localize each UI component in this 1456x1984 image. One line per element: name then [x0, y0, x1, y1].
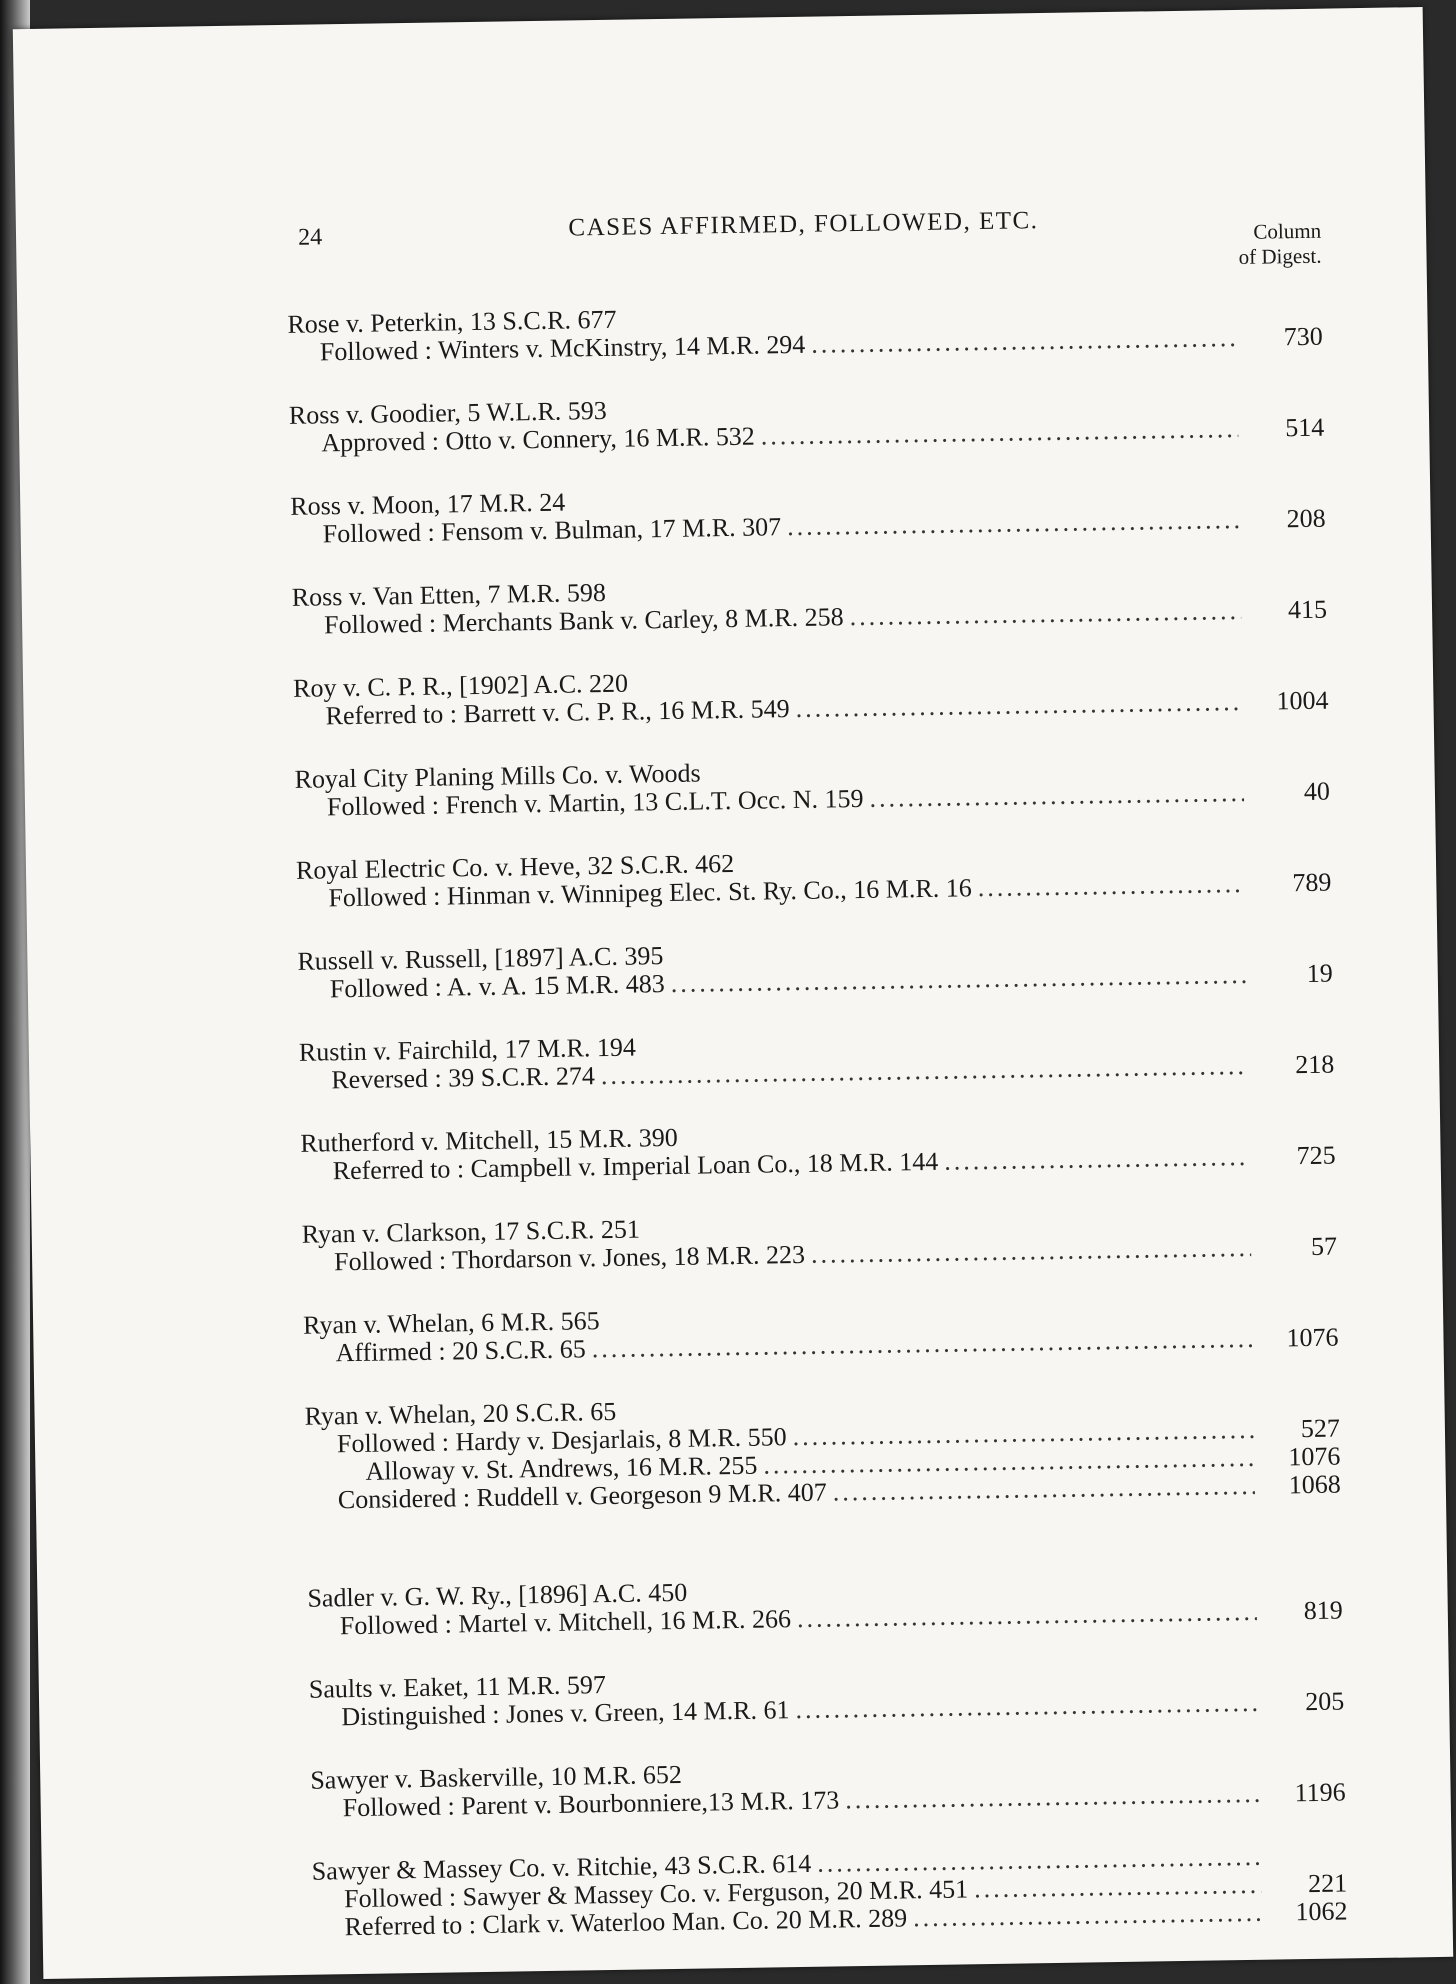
treatment-text: Followed : Martel v. Mitchell, 16 M.R. 266	[339, 1604, 792, 1641]
dot-leader	[787, 506, 1240, 541]
case-citation: Saults v. Eaket, 11 M.R. 597	[308, 1670, 607, 1704]
case-citation: Rose v. Peterkin, 13 S.C.R. 677	[287, 304, 617, 339]
case-citation: Ryan v. Whelan, 6 M.R. 565	[302, 1306, 600, 1340]
treatment-text: Followed : Hinman v. Winnipeg Elec. St. Ry. Co., 16 M.R. 16	[328, 873, 972, 913]
dot-leader	[944, 1143, 1250, 1176]
column-heading	[1238, 219, 1322, 270]
dot-leader	[797, 1598, 1257, 1633]
treatment-text: Alloway v. St. Andrews, 16 M.R. 255	[365, 1450, 758, 1486]
case-citation: Russell v. Russell, [1897] A.C. 395	[297, 941, 664, 976]
digest-column-number: 730	[1283, 321, 1323, 352]
treatment-text: Considered : Ruddell v. Georgeson 9 M.R. 407	[337, 1477, 828, 1515]
digest-column-number: 514	[1284, 412, 1325, 443]
treatment-text: Followed : Winters v. McKinstry, 14 M.R. 294	[319, 329, 806, 367]
dot-leader	[811, 1234, 1251, 1269]
case-entry	[297, 932, 1333, 1004]
case-citation: Roy v. C. P. R., [1902] A.C. 220	[292, 668, 629, 703]
treatment-text: Followed : Sawyer & Massey Co. v. Ferguson, 20 M.R. 451	[343, 1874, 969, 1914]
case-entry	[309, 1659, 1345, 1731]
digest-column-number: 1062	[1295, 1896, 1348, 1927]
treatment-text: Followed : French v. Martin, 13 C.L.T. Occ. N. 159	[326, 783, 864, 822]
treatment-text: Followed : Hardy v. Desjarlais, 8 M.R. 550	[336, 1422, 787, 1459]
treatment-text: Followed : Merchants Bank v. Carley, 8 M.R. 258	[323, 602, 844, 640]
digest-column-number: 725	[1296, 1140, 1336, 1171]
digest-column-number: 819	[1303, 1595, 1343, 1626]
digest-column-number: 218	[1294, 1049, 1335, 1080]
treatment-text: Followed : Thordarson v. Jones, 18 M.R. 223	[333, 1239, 806, 1277]
case-citation: Rustin v. Fairchild, 17 M.R. 194	[298, 1032, 637, 1067]
digest-column-number: 40	[1303, 776, 1331, 807]
dot-leader	[845, 1780, 1260, 1815]
case-entry	[312, 1841, 1348, 1941]
treatment-text: Approved : Otto v. Connery, 16 M.R. 532	[321, 421, 756, 458]
case-entry	[287, 295, 1323, 367]
digest-column-number: 208	[1286, 503, 1326, 534]
treatment-text: Followed : Parent v. Bourbonniere,13 M.R. 173	[342, 1785, 840, 1823]
case-entry	[307, 1569, 1343, 1641]
page-number: 24	[297, 224, 323, 251]
dot-leader	[974, 1871, 1261, 1904]
case-entry	[296, 841, 1332, 913]
treatment-text: Followed : A. v. A. 15 M.R. 483	[329, 969, 665, 1004]
case-entry	[289, 386, 1325, 458]
column-heading-line-2: of Digest.	[1238, 243, 1322, 269]
dot-leader	[869, 779, 1244, 813]
case-citation: Sawyer v. Baskerville, 10 M.R. 652	[310, 1759, 683, 1795]
digest-column-number: 1196	[1294, 1777, 1346, 1808]
case-citation: Royal Electric Co. v. Heve, 32 S.C.R. 462	[295, 848, 735, 885]
digest-column-number: 205	[1304, 1686, 1345, 1717]
digest-column-number: 57	[1310, 1231, 1338, 1261]
case-entry	[290, 477, 1326, 549]
case-citation: Ryan v. Clarkson, 17 S.C.R. 251	[301, 1214, 641, 1249]
case-citation: Ross v. Van Etten, 7 M.R. 598	[291, 577, 607, 612]
case-citation: Ross v. Goodier, 5 W.L.R. 593	[288, 395, 608, 430]
dot-leader	[795, 1689, 1258, 1724]
treatment-text: Affirmed : 20 S.C.R. 65	[335, 1334, 586, 1368]
digest-column-number: 527	[1300, 1413, 1341, 1444]
digest-column-number: 1076	[1288, 1441, 1341, 1472]
dot-leader	[849, 597, 1241, 631]
case-entry	[299, 1023, 1335, 1095]
case-citation: Ryan v. Whelan, 20 S.C.R. 65	[304, 1396, 617, 1431]
case-entry	[294, 750, 1330, 822]
digest-column-number: 1004	[1276, 685, 1329, 716]
digest-column-number: 415	[1287, 594, 1328, 625]
case-entry	[300, 1114, 1336, 1186]
case-citation: Ross v. Moon, 17 M.R. 24	[290, 487, 566, 521]
digest-column-number: 221	[1307, 1868, 1348, 1899]
treatment-text: Referred to : Barrett v. C. P. R., 16 M.R. 549	[325, 694, 790, 731]
case-citation: Rutherford v. Mitchell, 15 M.R. 390	[300, 1122, 678, 1158]
page-header	[286, 197, 1322, 285]
treatment-text: Followed : Fensom v. Bulman, 17 M.R. 307	[322, 512, 782, 549]
book-page	[13, 7, 1453, 1979]
digest-column-number: 1076	[1286, 1322, 1339, 1353]
running-title: CASES AFFIRMED, FOLLOWED, ETC.	[568, 207, 1039, 242]
case-entry	[293, 659, 1329, 731]
case-entry	[302, 1205, 1338, 1277]
case-entry	[303, 1296, 1339, 1368]
dot-leader	[913, 1899, 1262, 1932]
treatment-text: Referred to : Campbell v. Imperial Loan Co., 18 M.R. 144	[332, 1146, 939, 1186]
treatment-text: Distinguished : Jones v. Green, 14 M.R. 61	[341, 1695, 790, 1732]
dot-leader	[811, 324, 1237, 359]
digest-column-number: 1068	[1288, 1469, 1342, 1500]
case-entry	[304, 1387, 1341, 1515]
case-citation: Sadler v. G. W. Ry., [1896] A.C. 450	[307, 1577, 688, 1613]
dot-leader	[833, 1472, 1255, 1507]
treatment-text: Reversed : 39 S.C.R. 274	[331, 1061, 596, 1095]
case-citation: Sawyer & Massey Co. v. Ritchie, 43 S.C.R. 614	[311, 1848, 812, 1886]
page-content	[286, 197, 1349, 1977]
digest-column-number: 19	[1306, 958, 1333, 988]
case-citation: Royal City Planing Mills Co. v. Woods	[294, 758, 701, 794]
case-entries-list	[287, 295, 1347, 1942]
case-entry	[310, 1750, 1346, 1822]
dot-leader	[795, 688, 1242, 723]
digest-column-number: 789	[1292, 867, 1332, 898]
dot-leader	[977, 870, 1245, 902]
treatment-text: Referred to : Clark v. Waterloo Man. Co. 20 M.R. 289	[344, 1903, 908, 1942]
column-heading-line-1: Column	[1253, 218, 1322, 244]
case-entry	[292, 568, 1328, 640]
